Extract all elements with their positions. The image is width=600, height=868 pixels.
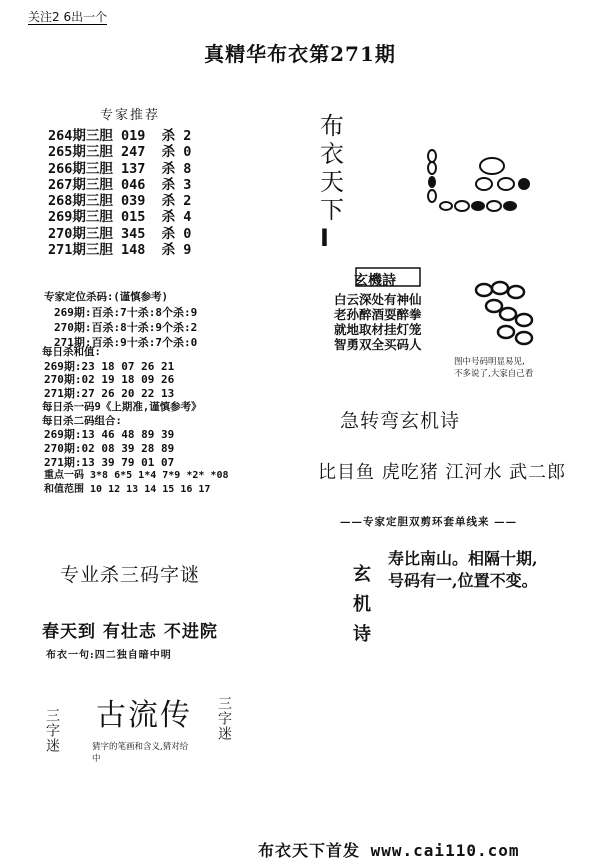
list-item: 266期三胆 137 杀 8 [48, 160, 192, 177]
list-item: 268期三胆 039 杀 2 [48, 193, 192, 210]
dingwei-heading: 专家定位杀码:(谨慎参考) [44, 291, 168, 303]
shou-poem [388, 548, 538, 592]
poem-line: 智勇双全买码人 [334, 337, 422, 352]
list-item: 270期:02 19 18 09 26 [44, 373, 175, 387]
poem-line: 白云深处有神仙 [334, 292, 422, 307]
list-item: 267期三胆 046 杀 3 [48, 176, 192, 193]
zhongdian-row: 重点一码 3*8 6*5 1*4 7*9 *2* *08 [44, 470, 229, 482]
list-item: 269期:13 46 48 89 39 [44, 428, 175, 442]
xuanjishi-label: 玄机诗 [350, 564, 371, 654]
expert-title: 专家推荐 [100, 108, 161, 123]
dingwei-block [44, 290, 197, 350]
sanzimi-right: 三字迷 [216, 696, 232, 741]
jizhuanwan-title: 急转弯玄机诗 [339, 410, 460, 432]
list-item: 269期:百杀:7十杀:8个杀:9 [54, 306, 198, 319]
follow-note: 关注2 6出一个 [28, 10, 108, 24]
yima-heading: 每日杀一码9《上期准,谨慎参考》 [42, 400, 202, 413]
sanzimi-left: 三字迷 [44, 708, 60, 753]
number-picture-2 [470, 280, 550, 350]
vertical-mark: I [320, 224, 329, 252]
list-item: 271期:百杀:9十杀:7个杀:0 [54, 336, 198, 349]
picture-hint [454, 356, 533, 380]
zhuanye-title: 专业杀三码字谜 [60, 564, 201, 586]
list-item: 271期:27 26 20 22 13 [44, 387, 175, 401]
list-item: 270期:百杀:8十杀:9个杀:2 [54, 321, 198, 334]
page-title: 真精华布衣第271期 [204, 42, 396, 66]
poem-line: 就地取材挂灯笼 [334, 322, 422, 337]
footer-site: 布衣天下首发 www.cai110.com [258, 841, 520, 860]
vertical-char: 布 [320, 112, 344, 140]
riddle-line: 春天到 有壮志 不进院 [42, 622, 218, 642]
list-item: 264期三胆 019 杀 2 [48, 128, 192, 144]
poem-title: 玄機詩 [354, 273, 396, 289]
shou-line: 寿比南山。相隔十期, [388, 549, 538, 568]
guliu-riddle: 古流传 [96, 698, 192, 733]
expert-list [48, 128, 191, 258]
hezhi-heading: 每日杀和值: [42, 346, 101, 358]
riddle-words: 比目鱼 虎吃猪 江河水 武二郎 [318, 462, 567, 483]
vertical-char: 衣 [320, 140, 344, 168]
list-item: 265期三胆 247 杀 0 [48, 144, 192, 161]
list-item: 270期三胆 345 杀 0 [48, 225, 192, 242]
hint-line: 不多说了,大家自己看 [454, 369, 534, 379]
vertical-char: 天 [320, 168, 344, 196]
guliu-hint: 猜字的笔画和含义,猜对给中 [92, 742, 189, 764]
list-item: 271期:13 39 79 01 07 [44, 455, 175, 469]
hezhi-range-row: 和值范围 10 12 13 14 15 16 17 [44, 484, 211, 496]
erma-heading: 每日杀二码组合: [42, 414, 122, 427]
number-picture-1 [420, 144, 540, 224]
buyitianxia-vertical [320, 112, 344, 252]
buyi-line: 布衣一句:四二独自暗中明 [46, 650, 172, 661]
list-item: 271期三胆 148 杀 9 [48, 242, 192, 259]
poem-line: 老孙醉酒耍醉拳 [334, 307, 422, 322]
list-item: 269期三胆 015 杀 4 [48, 209, 192, 226]
vertical-char: 下 [320, 196, 344, 224]
list-item: 270期:02 08 39 28 89 [44, 441, 175, 455]
zhuanjia-line: ——专家定胆双剪环套单线来 —— [340, 516, 518, 528]
xuanjishi-vertical [346, 564, 371, 654]
shou-line: 号码有一,位置不变。 [388, 571, 538, 590]
poem-lines [334, 292, 422, 352]
hint-line: 图中号码明显易见, [454, 357, 525, 367]
list-item: 269期:23 18 07 26 21 [44, 359, 175, 373]
